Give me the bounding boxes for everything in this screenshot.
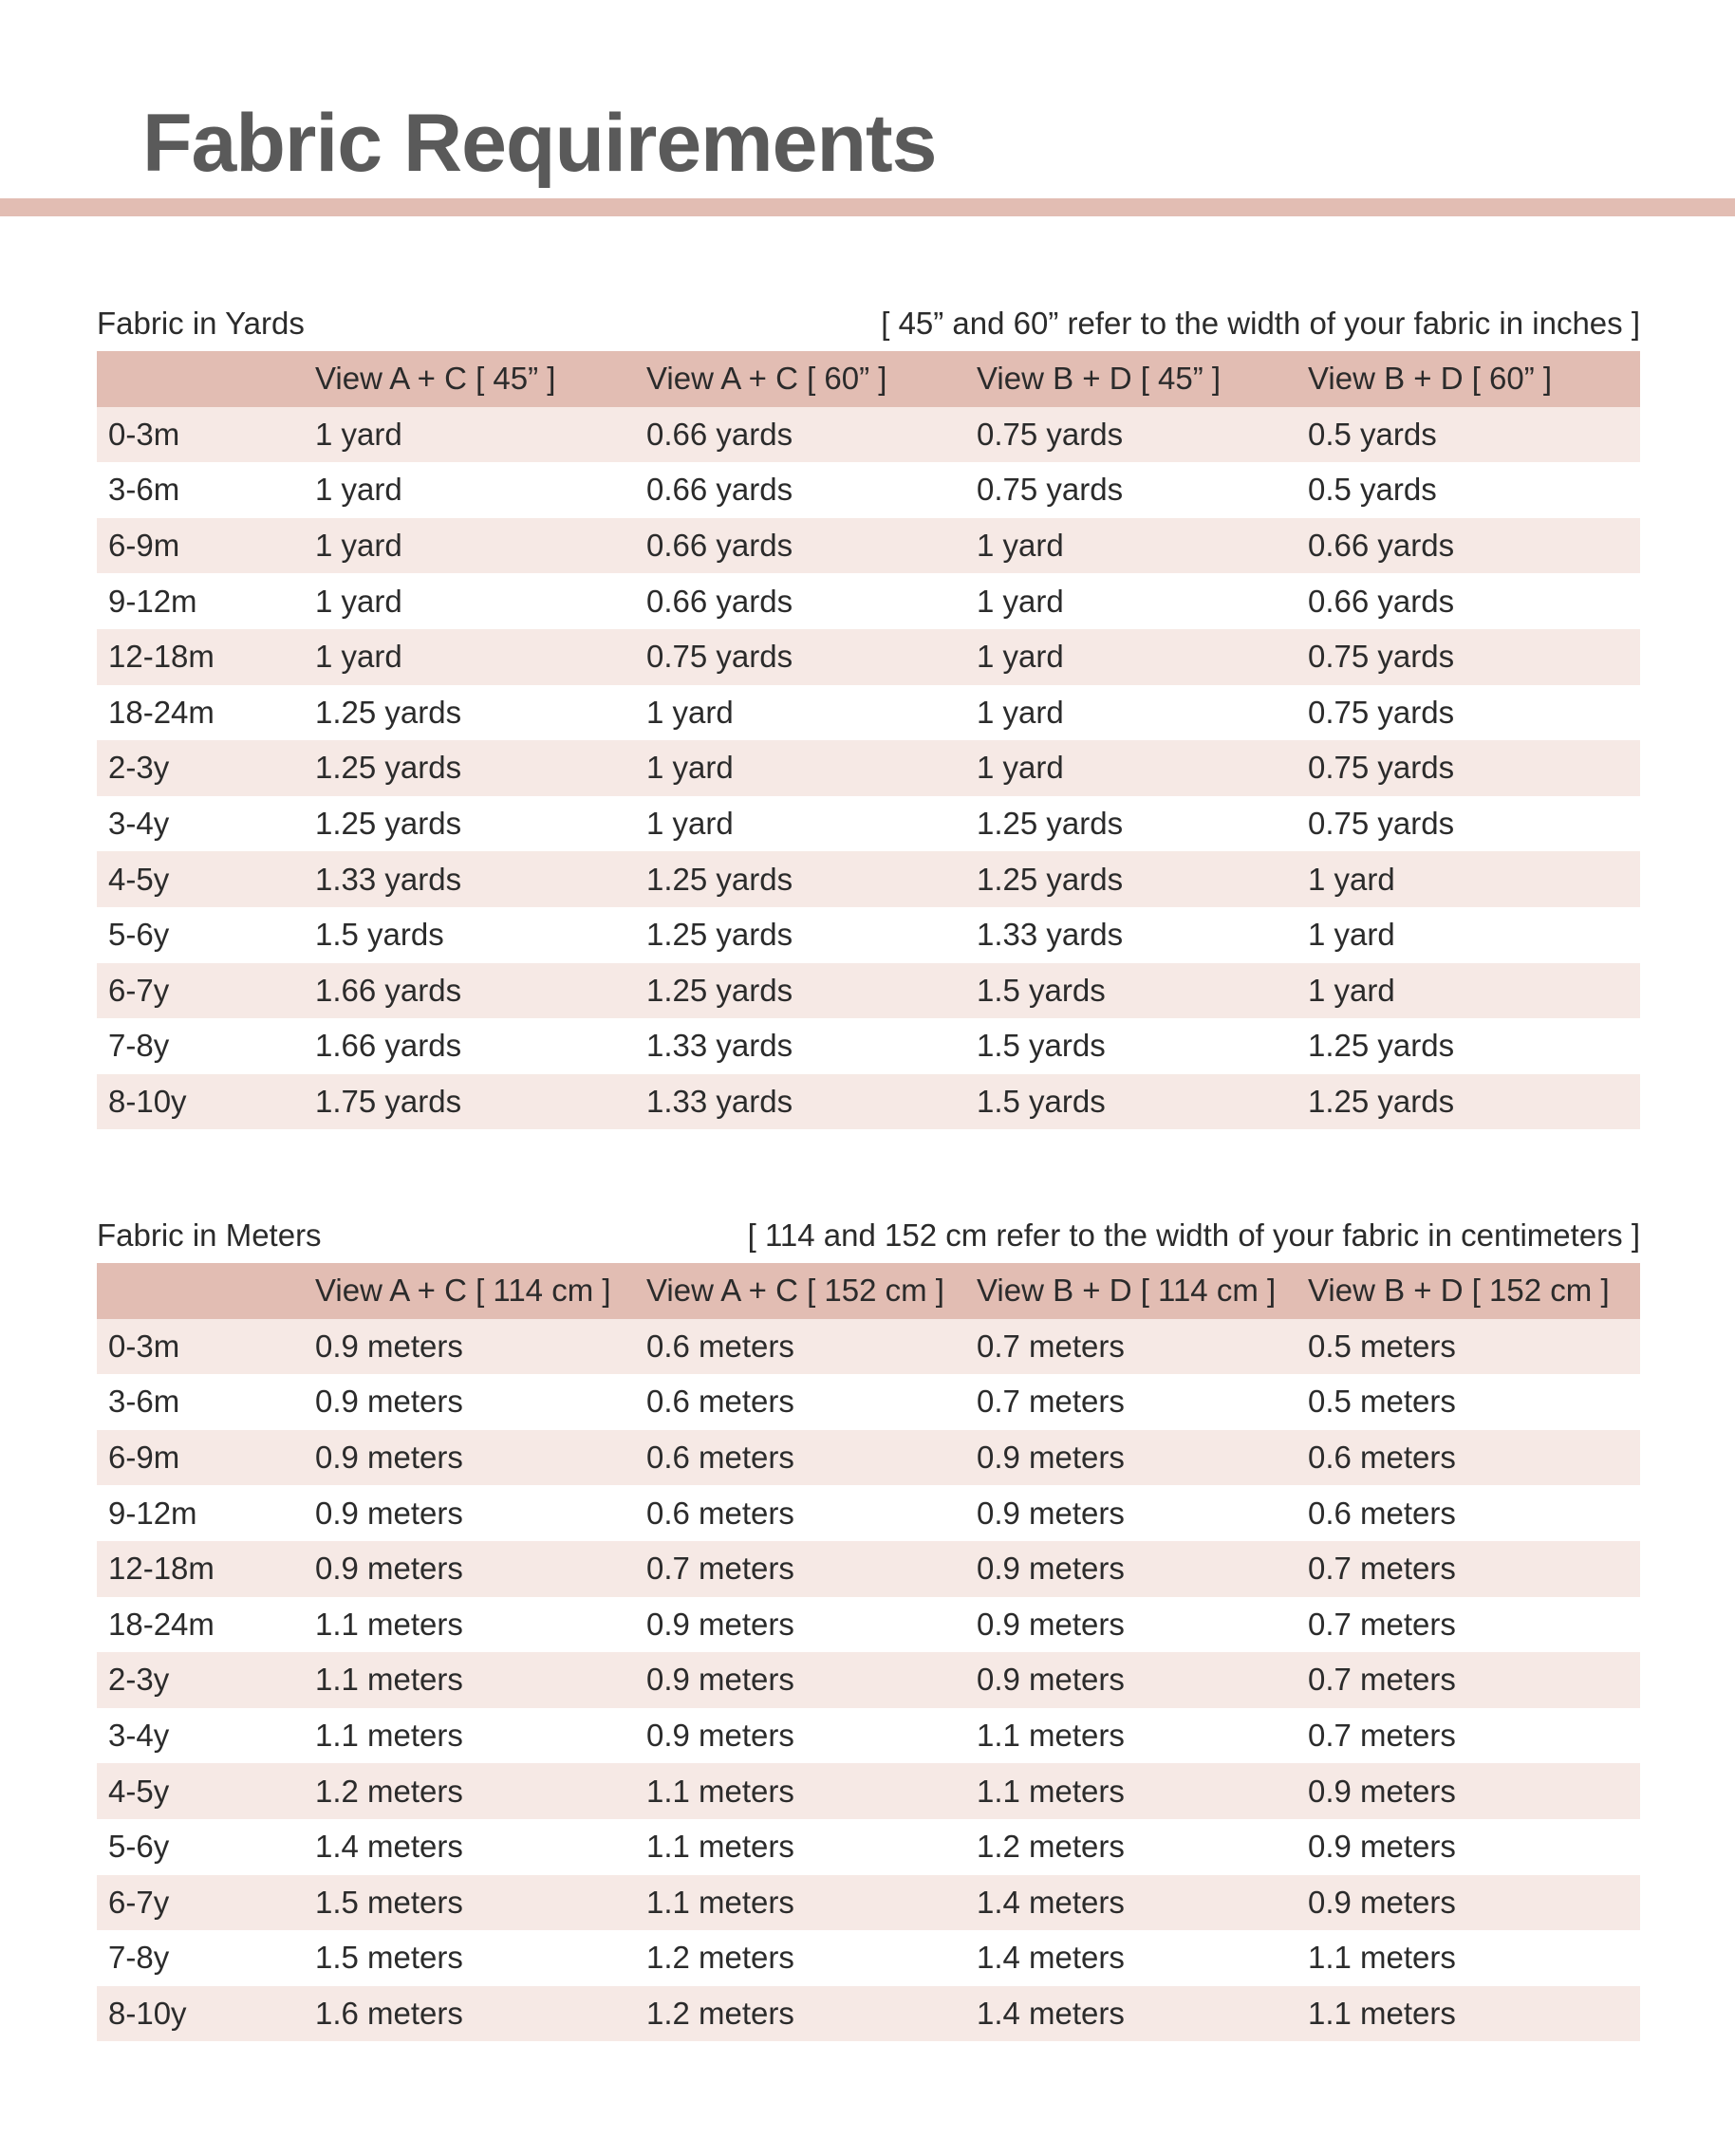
meters-view-ac-wide-cell: 0.9 meters <box>646 1606 794 1642</box>
yards-size-cell: 9-12m <box>108 583 197 619</box>
meters-view-bd-narrow-cell: 1.1 meters <box>977 1718 1125 1754</box>
yards-view-bd-narrow-cell: 0.75 yards <box>977 472 1124 508</box>
yards-table-row <box>97 462 1640 518</box>
meters-size-cell: 5-6y <box>108 1829 170 1865</box>
yards-view-bd-wide-cell: 0.75 yards <box>1308 694 1455 730</box>
meters-view-bd-wide-cell: 0.6 meters <box>1308 1440 1456 1476</box>
meters-view-bd-narrow-cell: 1.4 meters <box>977 1996 1125 2032</box>
yards-view-bd-narrow-cell: 1.5 yards <box>977 1028 1106 1064</box>
yards-view-ac-narrow-cell: 1 yard <box>315 528 402 564</box>
meters-view-bd-wide-cell: 0.7 meters <box>1308 1606 1456 1642</box>
yards-view-bd-wide-cell: 0.66 yards <box>1308 583 1455 619</box>
yards-view-ac-wide-cell: 0.66 yards <box>646 472 793 508</box>
yards-size-cell: 6-7y <box>108 972 170 1008</box>
meters-table-row <box>97 1597 1640 1653</box>
meters-size-cell: 3-6m <box>108 1384 180 1420</box>
meters-view-ac-wide-cell: 1.1 meters <box>646 1829 794 1865</box>
meters-view-bd-narrow-cell: 1.4 meters <box>977 1940 1125 1976</box>
meters-view-bd-narrow-cell: 0.7 meters <box>977 1384 1125 1420</box>
meters-view-ac-wide-cell: 0.6 meters <box>646 1495 794 1531</box>
meters-size-cell: 2-3y <box>108 1662 170 1698</box>
yards-size-cell: 6-9m <box>108 528 180 564</box>
yards-header-size <box>97 351 315 407</box>
yards-header-view-bd-45: View B + D [ 45” ] <box>977 361 1222 397</box>
yards-view-ac-wide-cell: 1.33 yards <box>646 1028 793 1064</box>
yards-view-bd-wide-cell: 1 yard <box>1308 861 1395 897</box>
yards-table-row <box>97 518 1640 574</box>
meters-view-ac-narrow-cell: 1.2 meters <box>315 1773 463 1809</box>
meters-view-ac-narrow-cell: 0.9 meters <box>315 1328 463 1364</box>
meters-view-bd-wide-cell: 0.5 meters <box>1308 1328 1456 1364</box>
meters-view-ac-narrow-cell: 1.1 meters <box>315 1662 463 1698</box>
meters-header-size <box>97 1263 315 1319</box>
meters-view-bd-narrow-cell: 1.1 meters <box>977 1773 1125 1809</box>
yards-table-row <box>97 685 1640 741</box>
yards-view-ac-narrow-cell: 1 yard <box>315 472 402 508</box>
yards-view-bd-narrow-cell: 1 yard <box>977 639 1064 675</box>
yards-view-ac-narrow-cell: 1.66 yards <box>315 972 462 1008</box>
meters-view-ac-wide-cell: 0.6 meters <box>646 1440 794 1476</box>
meters-header-view-bd-114: View B + D [ 114 cm ] <box>977 1273 1277 1309</box>
meters-view-bd-wide-cell: 0.7 meters <box>1308 1662 1456 1698</box>
meters-view-bd-narrow-cell: 0.7 meters <box>977 1328 1125 1364</box>
meters-view-bd-wide-cell: 0.9 meters <box>1308 1829 1456 1865</box>
meters-view-ac-wide-cell: 0.9 meters <box>646 1718 794 1754</box>
yards-view-ac-wide-cell: 1.25 yards <box>646 917 793 953</box>
yards-view-bd-narrow-cell: 1.25 yards <box>977 806 1124 842</box>
yards-size-cell: 12-18m <box>108 639 215 675</box>
page-title: Fabric Requirements <box>142 98 937 189</box>
meters-view-ac-wide-cell: 1.2 meters <box>646 1940 794 1976</box>
meters-table-row <box>97 1319 1640 1375</box>
yards-view-bd-narrow-cell: 0.75 yards <box>977 416 1124 452</box>
meters-view-ac-narrow-cell: 0.9 meters <box>315 1495 463 1531</box>
meters-view-bd-wide-cell: 1.1 meters <box>1308 1996 1456 2032</box>
yards-view-ac-narrow-cell: 1 yard <box>315 583 402 619</box>
yards-view-ac-wide-cell: 0.75 yards <box>646 639 793 675</box>
yards-table-row <box>97 629 1640 685</box>
yards-width-note: [ 45” and 60” refer to the width of your fabric in inches ] <box>881 306 1640 341</box>
meters-section <box>97 1208 1640 2041</box>
meters-table-row <box>97 1763 1640 1819</box>
yards-view-ac-wide-cell: 0.66 yards <box>646 528 793 564</box>
meters-header-row <box>97 1263 1640 1319</box>
meters-table-row <box>97 1430 1640 1486</box>
meters-view-bd-wide-cell: 0.6 meters <box>1308 1495 1456 1531</box>
yards-view-ac-wide-cell: 1 yard <box>646 694 734 730</box>
meters-view-bd-wide-cell: 0.9 meters <box>1308 1773 1456 1809</box>
meters-size-cell: 18-24m <box>108 1606 215 1642</box>
meters-table-row <box>97 1374 1640 1430</box>
yards-view-bd-narrow-cell: 1.5 yards <box>977 1084 1106 1120</box>
yards-table-row <box>97 407 1640 463</box>
yards-table-body <box>97 407 1640 1130</box>
meters-size-cell: 9-12m <box>108 1495 197 1531</box>
yards-view-ac-wide-cell: 1.25 yards <box>646 972 793 1008</box>
meters-table-row <box>97 1930 1640 1986</box>
yards-table-row <box>97 963 1640 1019</box>
yards-size-cell: 4-5y <box>108 861 170 897</box>
meters-size-cell: 6-9m <box>108 1440 180 1476</box>
meters-size-cell: 7-8y <box>108 1940 170 1976</box>
yards-header-view-ac-45: View A + C [ 45” ] <box>315 361 556 397</box>
yards-view-bd-wide-cell: 0.75 yards <box>1308 750 1455 786</box>
yards-view-bd-wide-cell: 1 yard <box>1308 972 1395 1008</box>
yards-size-cell: 18-24m <box>108 694 215 730</box>
yards-view-bd-wide-cell: 0.75 yards <box>1308 639 1455 675</box>
yards-table-row <box>97 907 1640 963</box>
meters-size-cell: 4-5y <box>108 1773 170 1809</box>
yards-view-ac-narrow-cell: 1.25 yards <box>315 750 462 786</box>
yards-view-ac-narrow-cell: 1.75 yards <box>315 1084 462 1120</box>
meters-view-bd-narrow-cell: 1.4 meters <box>977 1884 1125 1920</box>
yards-view-ac-narrow-cell: 1.25 yards <box>315 694 462 730</box>
title-divider <box>0 198 1735 216</box>
meters-view-ac-wide-cell: 0.6 meters <box>646 1384 794 1420</box>
meters-table-row <box>97 1485 1640 1541</box>
yards-view-ac-narrow-cell: 1.66 yards <box>315 1028 462 1064</box>
yards-view-ac-wide-cell: 1.33 yards <box>646 1084 793 1120</box>
meters-table-row <box>97 1875 1640 1931</box>
yards-table-row <box>97 796 1640 852</box>
yards-view-ac-narrow-cell: 1.33 yards <box>315 861 462 897</box>
yards-section-header <box>97 296 1640 351</box>
yards-size-cell: 3-4y <box>108 806 170 842</box>
yards-view-bd-wide-cell: 0.5 yards <box>1308 472 1437 508</box>
yards-view-ac-wide-cell: 1 yard <box>646 750 734 786</box>
yards-view-bd-wide-cell: 0.66 yards <box>1308 528 1455 564</box>
meters-header-view-ac-152: View A + C [ 152 cm ] <box>646 1273 944 1309</box>
meters-view-ac-wide-cell: 1.2 meters <box>646 1996 794 2032</box>
meters-view-ac-wide-cell: 1.1 meters <box>646 1884 794 1920</box>
yards-view-ac-narrow-cell: 1 yard <box>315 639 402 675</box>
yards-view-bd-narrow-cell: 1 yard <box>977 583 1064 619</box>
yards-view-bd-narrow-cell: 1 yard <box>977 694 1064 730</box>
yards-size-cell: 2-3y <box>108 750 170 786</box>
yards-header-view-ac-60: View A + C [ 60” ] <box>646 361 887 397</box>
meters-view-bd-wide-cell: 1.1 meters <box>1308 1940 1456 1976</box>
meters-view-ac-narrow-cell: 0.9 meters <box>315 1440 463 1476</box>
meters-view-ac-narrow-cell: 0.9 meters <box>315 1551 463 1587</box>
yards-table <box>97 351 1640 1129</box>
meters-table <box>97 1263 1640 2041</box>
meters-header-view-ac-114: View A + C [ 114 cm ] <box>315 1273 611 1309</box>
meters-view-bd-wide-cell: 0.7 meters <box>1308 1551 1456 1587</box>
meters-view-ac-wide-cell: 0.7 meters <box>646 1551 794 1587</box>
yards-view-bd-wide-cell: 0.5 yards <box>1308 416 1437 452</box>
meters-view-bd-narrow-cell: 0.9 meters <box>977 1495 1125 1531</box>
meters-view-ac-wide-cell: 1.1 meters <box>646 1773 794 1809</box>
meters-view-ac-narrow-cell: 0.9 meters <box>315 1384 463 1420</box>
meters-table-row <box>97 1819 1640 1875</box>
yards-view-bd-wide-cell: 0.75 yards <box>1308 806 1455 842</box>
yards-table-row <box>97 851 1640 907</box>
yards-view-ac-wide-cell: 0.66 yards <box>646 583 793 619</box>
meters-view-ac-wide-cell: 0.9 meters <box>646 1662 794 1698</box>
meters-table-row <box>97 1541 1640 1597</box>
meters-size-cell: 8-10y <box>108 1996 187 2032</box>
meters-view-ac-narrow-cell: 1.5 meters <box>315 1884 463 1920</box>
meters-view-bd-narrow-cell: 0.9 meters <box>977 1551 1125 1587</box>
yards-table-row <box>97 1074 1640 1130</box>
meters-view-bd-narrow-cell: 0.9 meters <box>977 1662 1125 1698</box>
meters-view-ac-narrow-cell: 1.1 meters <box>315 1606 463 1642</box>
meters-table-row <box>97 1652 1640 1708</box>
meters-size-cell: 12-18m <box>108 1551 215 1587</box>
meters-section-header <box>97 1208 1640 1263</box>
meters-view-bd-wide-cell: 0.7 meters <box>1308 1718 1456 1754</box>
meters-view-ac-narrow-cell: 1.6 meters <box>315 1996 463 2032</box>
yards-section-label: Fabric in Yards <box>97 306 305 341</box>
yards-view-bd-narrow-cell: 1.25 yards <box>977 861 1124 897</box>
yards-view-bd-wide-cell: 1 yard <box>1308 917 1395 953</box>
meters-view-ac-narrow-cell: 1.4 meters <box>315 1829 463 1865</box>
yards-view-bd-wide-cell: 1.25 yards <box>1308 1084 1455 1120</box>
yards-view-bd-narrow-cell: 1.33 yards <box>977 917 1124 953</box>
yards-header-view-bd-60: View B + D [ 60” ] <box>1308 361 1553 397</box>
meters-view-ac-narrow-cell: 1.1 meters <box>315 1718 463 1754</box>
meters-size-cell: 0-3m <box>108 1328 180 1364</box>
yards-view-ac-narrow-cell: 1.5 yards <box>315 917 444 953</box>
yards-table-row <box>97 1018 1640 1074</box>
yards-view-ac-wide-cell: 1 yard <box>646 806 734 842</box>
meters-size-cell: 6-7y <box>108 1884 170 1920</box>
yards-size-cell: 8-10y <box>108 1084 187 1120</box>
yards-view-ac-narrow-cell: 1 yard <box>315 416 402 452</box>
meters-view-ac-narrow-cell: 1.5 meters <box>315 1940 463 1976</box>
yards-header-row <box>97 351 1640 407</box>
meters-view-ac-wide-cell: 0.6 meters <box>646 1328 794 1364</box>
yards-size-cell: 0-3m <box>108 416 180 452</box>
meters-table-body <box>97 1319 1640 2042</box>
meters-table-row <box>97 1986 1640 2042</box>
yards-view-ac-narrow-cell: 1.25 yards <box>315 806 462 842</box>
meters-size-cell: 3-4y <box>108 1718 170 1754</box>
meters-view-bd-narrow-cell: 0.9 meters <box>977 1606 1125 1642</box>
meters-width-note: [ 114 and 152 cm refer to the width of your fabric in centimeters ] <box>747 1217 1640 1253</box>
yards-view-bd-wide-cell: 1.25 yards <box>1308 1028 1455 1064</box>
meters-view-bd-wide-cell: 0.9 meters <box>1308 1884 1456 1920</box>
meters-view-bd-narrow-cell: 0.9 meters <box>977 1440 1125 1476</box>
yards-view-bd-narrow-cell: 1 yard <box>977 750 1064 786</box>
yards-view-bd-narrow-cell: 1.5 yards <box>977 972 1106 1008</box>
yards-table-row <box>97 573 1640 629</box>
meters-view-bd-wide-cell: 0.5 meters <box>1308 1384 1456 1420</box>
yards-view-ac-wide-cell: 0.66 yards <box>646 416 793 452</box>
yards-view-ac-wide-cell: 1.25 yards <box>646 861 793 897</box>
yards-view-bd-narrow-cell: 1 yard <box>977 528 1064 564</box>
yards-table-row <box>97 740 1640 796</box>
yards-size-cell: 5-6y <box>108 917 170 953</box>
meters-view-bd-narrow-cell: 1.2 meters <box>977 1829 1125 1865</box>
yards-size-cell: 3-6m <box>108 472 180 508</box>
meters-header-view-bd-152: View B + D [ 152 cm ] <box>1308 1273 1610 1309</box>
yards-section <box>97 296 1640 1129</box>
meters-table-row <box>97 1708 1640 1764</box>
yards-size-cell: 7-8y <box>108 1028 170 1064</box>
meters-section-label: Fabric in Meters <box>97 1217 322 1253</box>
